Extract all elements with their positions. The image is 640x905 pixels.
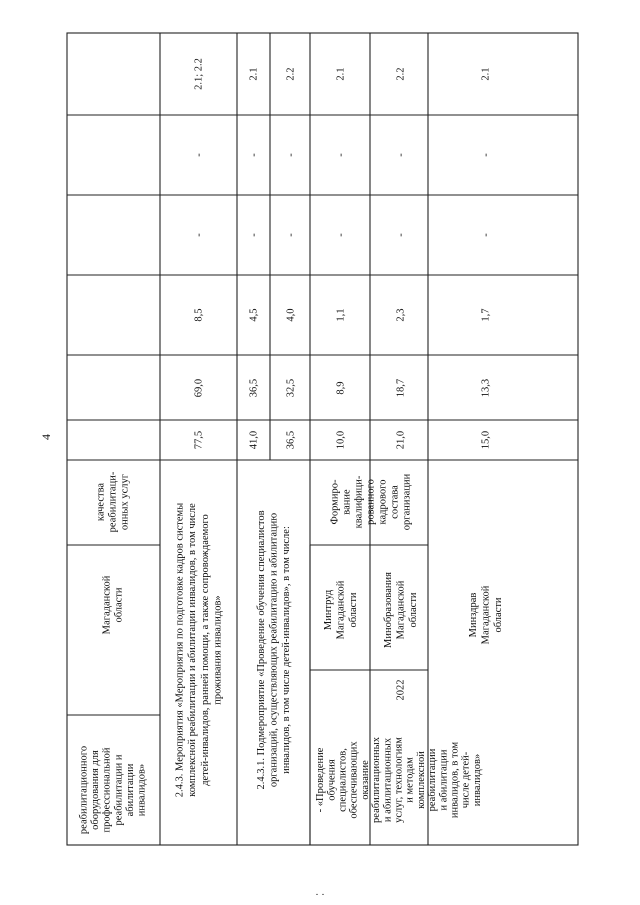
executor-2-name: Минздрав Магаданской области: [468, 585, 504, 645]
executor-0-name: Минтруд Магаданской области: [323, 580, 359, 640]
executor-1-v3: -: [395, 233, 407, 237]
executor-2-total: 15,0: [480, 430, 492, 450]
row-243-v3: -: [193, 233, 205, 237]
row-2431a-ref: 2.1: [248, 67, 260, 81]
row-243-v2: 8,5: [193, 308, 205, 322]
header-executor: Магаданскойобласти: [101, 575, 125, 635]
executor-0-v3: -: [335, 233, 347, 237]
executor-2-ref: 2.1: [480, 67, 492, 81]
executor-2-v3: -: [480, 233, 492, 237]
executor-1-v4: -: [395, 153, 407, 157]
row-243-total: 77,5: [193, 430, 205, 450]
header-indicator: качествареабилитаци-онных услуг: [95, 471, 131, 533]
row-2431a-v3: -: [248, 233, 260, 237]
row-243-v1: 69,0: [193, 378, 205, 398]
row-2431b-v4: -: [285, 153, 297, 157]
executor-1-total: 21,0: [395, 430, 407, 450]
row-2431-title: 2.4.3.1. Подмероприятие «Проведение обучения специалистов организаций, осуществляющих реабилитацию и абилитацию инвалидов, в том числе детей-инвалидов», в том числе:: [256, 510, 292, 790]
executor-0-v4: -: [335, 153, 347, 157]
executor-2-v1: 13,3: [480, 378, 492, 398]
executor-0-ref: 2.1: [335, 67, 347, 81]
executor-1-ref: 2.2: [395, 67, 407, 81]
row-2431a-v1: 36,5: [248, 378, 260, 398]
row-2431b-total: 36,5: [285, 430, 297, 450]
row-2431a-total: 41,0: [248, 430, 260, 450]
row-2431b-v1: 32,5: [285, 378, 297, 398]
header-activity: реабилитационногооборудования дляпрофессиональнойреабилитации иабилитацииинвалидов»: [78, 745, 148, 835]
executor-2-v4: -: [480, 153, 492, 157]
row-243-v4: -: [193, 153, 205, 157]
executor-1-v1: 18,7: [395, 378, 407, 398]
footer-mark: · ·: [315, 890, 325, 901]
executor-1-name: Минобразования Магаданской области: [383, 572, 419, 648]
row-243-ref: 2.1; 2.2: [193, 58, 205, 90]
training-activity: - «Проведениеобученияспециалистов,обеспечивающихоказаниереабилитационныхи абилитационныхуслуг, технологиями методамкомплекснойреабилитациии абилитацииинвалидов, в томчисле детей-инвалидов»: [315, 737, 483, 823]
page-number: 4: [39, 434, 53, 440]
executor-2-v2: 1,7: [480, 308, 492, 322]
table-grid: [67, 33, 578, 845]
executor-1-v2: 2,3: [395, 308, 407, 322]
row-2431b-v2: 4,0: [285, 308, 297, 322]
executor-0-total: 10,0: [335, 430, 347, 450]
table-texts: [79, 58, 504, 834]
executor-0-v2: 1,1: [335, 308, 347, 322]
training-year: 2022: [395, 679, 407, 701]
row-2431b-ref: 2.2: [285, 67, 297, 81]
row-2431b-v3: -: [285, 233, 297, 237]
executor-0-v1: 8,9: [335, 381, 347, 395]
row-243-title: 2.4.3. Мероприятия «Мероприятия по подготовке кадров системы комплексной реабилитации и абилитации инвалидов, в том числе детей-инвалидов, ранней помощи, а также сопровождаемого проживания инвалидов»: [174, 502, 224, 798]
row-2431a-v4: -: [248, 153, 260, 157]
training-indicator: Формиро-ваниеквалифици-рованногокадровогосоставаорганизации: [329, 473, 413, 531]
row-2431a-v2: 4,5: [248, 308, 260, 322]
